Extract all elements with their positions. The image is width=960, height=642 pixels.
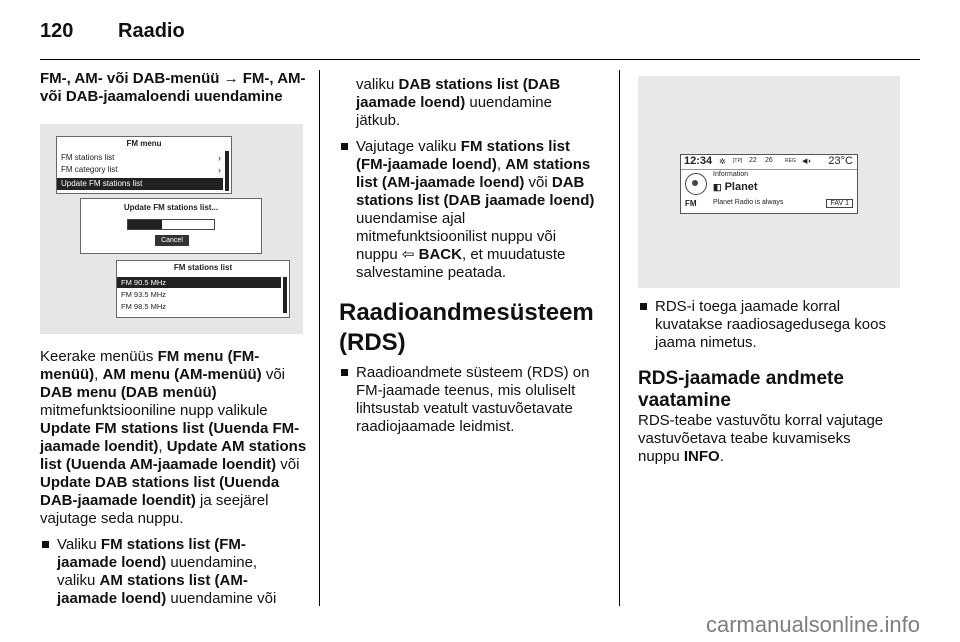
bullet-square [640,303,647,310]
bullet-item: RDS-i toega jaamade korral kuvatakse raadiosagedusega koos jaama nimetus. [638,298,920,352]
dialog-title: Update FM stations list... [123,203,219,212]
update-dialog [80,198,262,254]
speaker-icon: ◀◗ [802,158,812,165]
instruction-paragraph: Keerake menüüs FM menu (FM- menüü), AM menu (AM-menüü) või DAB menu (DAB menüü) mitmefunktsiooniline nupp valikule Update FM stations list (Uuenda FM- jaamade loendit), Update AM stations list (Uuenda AM-jaamade loendit) või Update DAB stations list (Uuenda DAB-jaamade loendit) ja seejärel vajutage seda nuppu. [40,348,307,527]
reg-indicator: REG [785,158,796,164]
preset-icon: ◧ [713,182,722,192]
progress-bar [127,219,215,230]
chevron-right-icon: › [218,165,221,175]
subsection-title: RDS-jaamade andmete vaatamine [638,368,844,411]
progress-fill [128,220,162,229]
channel-indicator: 26 [765,157,773,164]
menu-item-update-selected: Update FM stations list [57,178,223,190]
info-label: Information [713,171,749,178]
status-bar [681,155,857,170]
bullet-item: Raadioandmete süsteem (RDS) on FM-jaamade teenus, mis oluliselt lihtsustab veatult vastuvõetavate raadiojaamade leidmist. [339,364,609,436]
list-item: FM 93.5 MHz [121,290,167,299]
radiotext: Planet Radio is always [713,199,784,206]
heading-line-2: või DAB-jaamaloendi uuendamine [40,88,283,105]
settings-icon: ✲ [719,157,726,166]
bullet-continuation: valiku DAB stations list (DAB jaamade loend) uuendamine jätkub. [356,76,561,129]
section-heading [40,70,308,106]
fav-tab: FAV 1 [826,199,853,208]
bullet-square [341,143,348,150]
rds-info-paragraph: RDS-teabe vastuvõtu korral vajutage vastuvõetava teabe kuvamiseks nuppu INFO. [638,412,884,465]
cancel-button: Cancel [155,235,189,246]
rds-display-figure [638,76,900,288]
band-label: FM [685,199,697,208]
temperature: 23°C [828,155,853,167]
scrollbar [283,277,287,313]
column-2 [339,76,609,436]
section-title-rds: Raadioandmesüsteem (RDS) [339,299,594,356]
fm-menu-panel [56,136,232,194]
chapter-title: Raadio [118,20,185,42]
bullet-item: Valiku FM stations list (FM- jaamade loend) uuendamine, valiku AM stations list (AM- jaamade loend) uuendamine või [40,536,312,608]
clock: 12:34 [684,155,713,167]
fm-stations-list-panel [116,260,290,318]
radio-display [680,154,858,214]
radio-waves-icon [685,173,707,195]
column-divider-1 [319,70,320,606]
heading-line-1: FM-, AM- või DAB-menüü → FM-, AM- [40,70,306,87]
column-1 [40,70,308,106]
channel-indicator: 22 [749,157,757,164]
page-number: 120 [40,20,74,42]
menu-item-stations: FM stations list [61,153,115,162]
header-rule [40,59,920,60]
bullet-square [42,541,49,548]
watermark: carmanualsonline.info [705,612,920,637]
scrollbar [225,151,229,191]
bullet-square [341,369,348,376]
bullet-item: Vajutage valiku FM stations list (FM-jaamade loend), AM stations list (AM-jaamade loend) või DAB stations list (DAB jaamade loend) uuendamise ajal mitmefunktsioonilist nuppu või nuppu ⇦ BACK, et muudatuste salvestamine peatada. [339,138,609,282]
menu-item-category: FM category list [61,165,118,174]
column-1-body [40,348,312,608]
page-header [40,18,920,62]
back-arrow-icon: ⇦ [401,246,415,263]
list-item-selected: FM 90.5 MHz [117,277,281,288]
fm-menu-figure [40,124,303,334]
chevron-right-icon: › [218,153,221,163]
list-title: FM stations list [173,263,233,272]
tp-indicator: [TP] [733,158,743,164]
fm-menu-title: FM menu [126,139,162,148]
column-divider-2 [619,70,620,606]
list-item: FM 98.5 MHz [121,302,167,311]
station-name: ◧ Planet [713,181,758,193]
column-3 [638,298,920,466]
